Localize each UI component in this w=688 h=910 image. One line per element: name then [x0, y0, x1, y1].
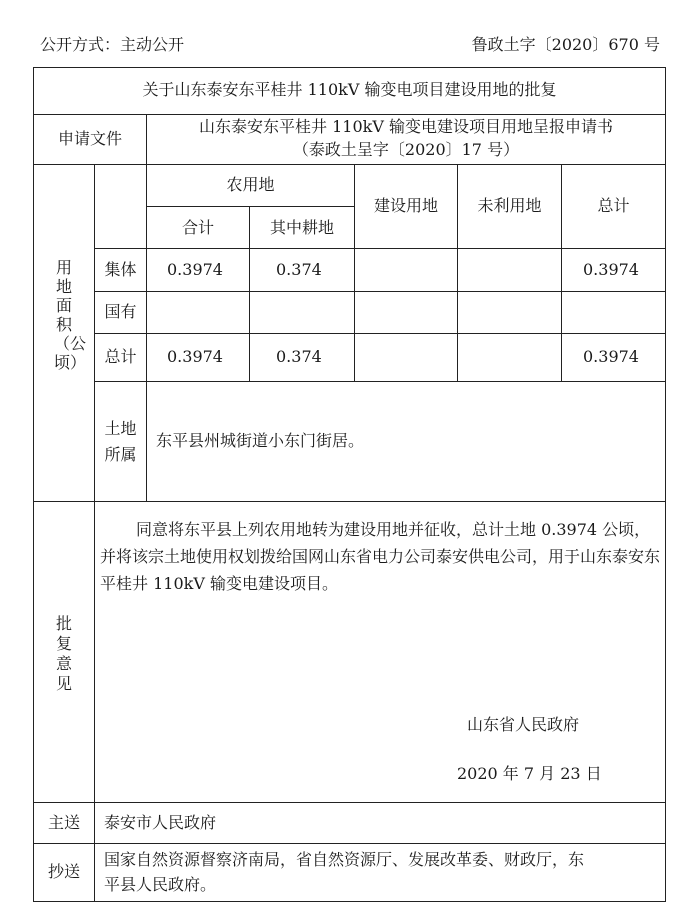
- row-collective-subtotal: 0.3974: [167, 260, 223, 279]
- header-farmland: 农用地: [226, 175, 275, 194]
- document-number: 鲁政土字〔2020〕670 号: [471, 35, 660, 54]
- application-number: （泰政土呈字〔2020〕17 号）: [292, 140, 520, 159]
- row-collective-cultivated: 0.374: [276, 260, 322, 279]
- approval-label: [54, 614, 74, 694]
- copy-to-label: 抄送: [47, 862, 80, 881]
- row-total-total: 0.3974: [583, 347, 639, 366]
- land-area-label: [54, 258, 87, 372]
- approval-date: 2020 年 7 月 23 日: [457, 764, 602, 783]
- approval-label-text: 批复意见: [55, 614, 72, 693]
- row-collective-label: 集体: [104, 260, 137, 279]
- location-value: 东平县州城街道小东门街居。: [156, 431, 365, 450]
- header-cultivated: 其中耕地: [269, 218, 334, 237]
- disclosure-method: 公开方式：主动公开: [40, 35, 185, 54]
- copy-to-line1: 国家自然资源督察济南局，省自然资源厅、发展改革委、财政厅，东: [104, 850, 585, 869]
- copy-to-line2: 平县人民政府。: [104, 875, 217, 894]
- row-state-label: 国有: [104, 302, 137, 321]
- row-total-label: 总计: [104, 347, 137, 366]
- row-total-cultivated: 0.374: [276, 347, 322, 366]
- location-label-line1: 土地: [104, 419, 137, 438]
- land-area-label-text: 用地面积（公顷）: [54, 258, 87, 372]
- row-total-subtotal: 0.3974: [167, 347, 223, 366]
- application-title: 山东泰安东平桂井 110kV 输变电建设项目用地呈报申请书: [199, 117, 613, 136]
- header-subtotal: 合计: [181, 218, 214, 237]
- send-to-label: 主送: [47, 813, 80, 832]
- application-label: 申请文件: [57, 129, 122, 148]
- send-to-value: 泰安市人民政府: [104, 813, 217, 832]
- header-unused: 未利用地: [477, 196, 542, 215]
- header-construction: 建设用地: [373, 196, 438, 215]
- document-title: 关于山东泰安东平桂井 110kV 输变电项目建设用地的批复: [142, 80, 557, 99]
- row-collective-total: 0.3974: [583, 260, 639, 279]
- header-total: 总计: [597, 196, 630, 215]
- location-label-line2: 所属: [104, 445, 137, 464]
- approval-authority: 山东省人民政府: [467, 715, 580, 734]
- approval-text: 同意将东平县上列农用地转为建设用地并征收，总计土地 0.3974 公顷，并将该宗土地使用权划拨给国网山东省电力公司泰安供电公司，用于山东泰安东平桂井 110kV 输变电建设项目。: [100, 520, 661, 593]
